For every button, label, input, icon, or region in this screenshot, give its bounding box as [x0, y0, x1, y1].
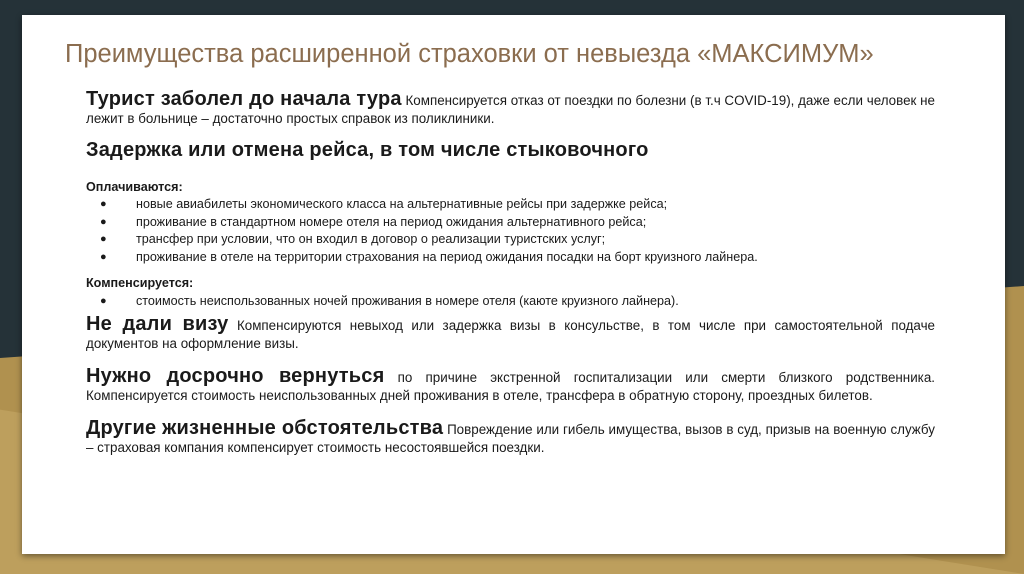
bullet-icon: ● [100, 294, 107, 307]
section-text: Компенсируются невыход или задержка визы в консульстве, в том числе при самостоятельной подаче документов на оформление визы. [86, 318, 935, 351]
bullet-icon: ● [100, 198, 107, 210]
list-item: ● новые авиабилеты экономического класса на альтернативные рейсы при задержке рейса; [86, 196, 935, 214]
list-item: ● проживание в стандартном номере отеля на период ожидания альтернативного рейса; [86, 214, 935, 232]
section-visa-denied [86, 313, 935, 352]
section-text: Повреждение или гибель имущества, вызов в суд, призыв на военную службу – страховая компания компенсирует стоимость несостоявшейся поездки. [86, 422, 935, 455]
section-heading: Не дали визу [86, 313, 229, 336]
section-heading: Турист заболел до начала тура [86, 88, 402, 110]
slide-title: Преимущества расширенной страховки от невыезда «МАКСИМУМ» [65, 40, 874, 68]
list-item: ● стоимость неиспользованных ночей проживания в номере отеля (каюте круизного лайнера). [86, 293, 935, 311]
bullet-icon: ● [100, 233, 107, 246]
paid-label: Оплачиваются: [86, 179, 183, 194]
paid-list [86, 196, 935, 266]
bullet-icon: ● [100, 250, 107, 263]
compensated-list [86, 293, 935, 311]
list-item: ● проживание в отеле на территории страхования на период ожидания посадки на борт круизного лайнера. [86, 249, 935, 267]
section-heading: Другие жизненные обстоятельства [86, 417, 444, 440]
section-text: Компенсируется отказ от поездки по болезни (в т.ч COVID-19), даже если человек не лежит в больнице – достаточно простых справок из поликлиники. [86, 93, 935, 126]
section-ill-before-tour [86, 88, 935, 127]
section-text: по причине экстренной госпитализации или смерти близкого родственника. Компенсируется стоимость неиспользованных дней проживания в отеле, трансфера в обратную сторону, проездных билетов. [86, 370, 935, 403]
bullet-icon: ● [100, 215, 107, 228]
section-other-circumstances [86, 417, 935, 456]
slide-content [86, 88, 935, 456]
compensated-label: Компенсируется: [86, 276, 194, 291]
section-heading: Нужно досрочно вернуться [86, 365, 385, 388]
section-early-return [86, 365, 935, 404]
slide [22, 15, 1005, 554]
section-heading-flight-delay: Задержка или отмена рейса, в том числе стыковочного [86, 139, 649, 161]
list-item: ● трансфер при условии, что он входил в договор о реализации туристских услуг; [86, 231, 935, 249]
